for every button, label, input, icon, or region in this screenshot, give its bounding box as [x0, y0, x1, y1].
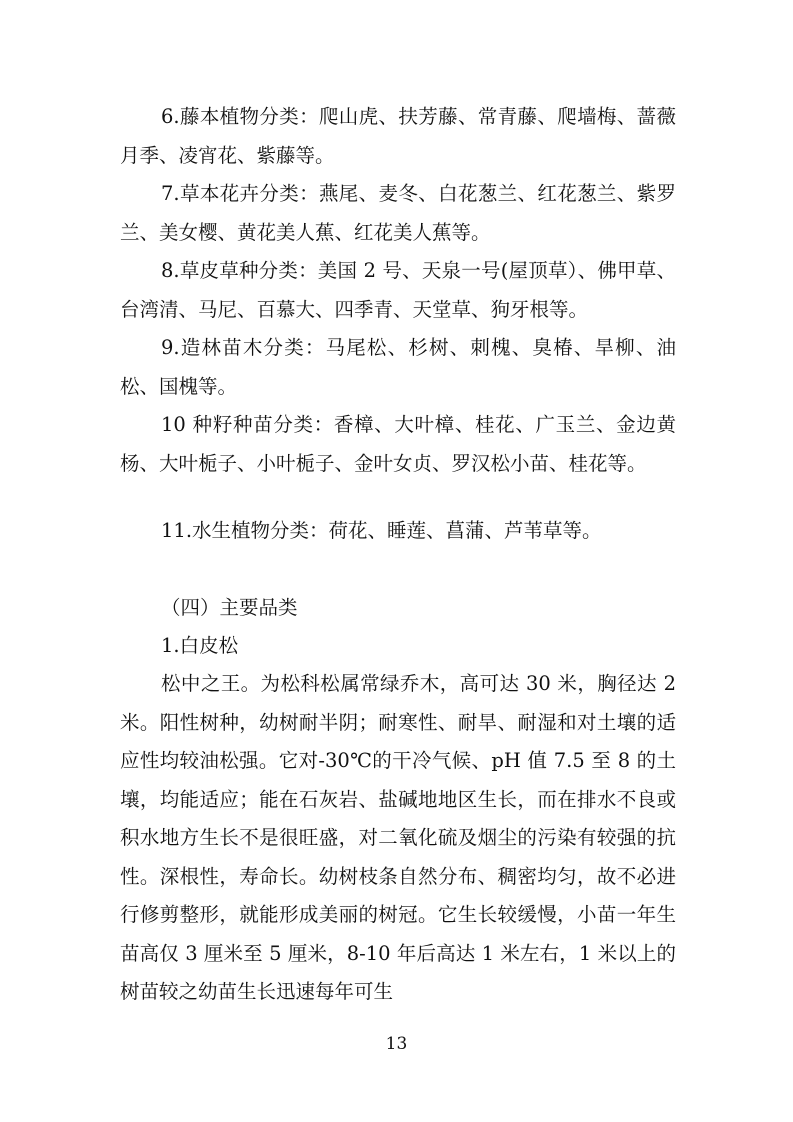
section-subtitle: 1.白皮松 — [161, 634, 239, 657]
paragraph-herbaceous-flowers: 7.草本花卉分类：燕尾、麦冬、白花葱兰、红花葱兰、紫罗兰、美女樱、黄花美人蕉、红花美人蕉等。 — [120, 182, 676, 244]
paragraph-aquatic-plants: 11.水生植物分类：荷花、睡莲、菖蒲、芦苇草等。 — [161, 519, 602, 542]
page-number: 13 — [385, 1034, 408, 1054]
paragraph-afforestation-seedlings: 9.造林苗木分类：马尾松、杉树、刺槐、臭椿、旱柳、油松、国槐等。 — [120, 336, 676, 398]
paragraph-turf-grass: 8.草皮草种分类：美国 2 号、天泉一号(屋顶草）、佛甲草、台湾清、马尼、百慕大、四季青、天堂草、狗牙根等。 — [120, 259, 676, 321]
paragraph-white-pine-description: 松中之王。为松科松属常绿乔木，高可达 30 米，胸径达 2 米。阳性树种，幼树耐半阴；耐寒性、耐旱、耐湿和对土壤的适应性均较油松强。它对-30℃的干冷气候、pH 值 7.5 至 8 的土壤，均能适应；能在石灰岩、盐碱地地区生长，而在排水不良或积水地方生长不是很旺盛，对二氧化硫及烟尘的污染有较强的抗性。深根性，寿命长。幼树枝条自然分布、稠密均匀，故不必进行修剪整形，就能形成美丽的树冠。它生长较缓慢，小苗一年生苗高仅 3 厘米至 5 厘米，8-10 年后高达 1 米左右，1 米以上的树苗较之幼苗生长迅速每年可生 — [120, 672, 676, 1003]
paragraph-seed-seedlings: 10 种籽种苗分类：香樟、大叶樟、桂花、广玉兰、金边黄杨、大叶栀子、小叶栀子、金叶女贞、罗汉松小苗、桂花等。 — [120, 413, 676, 475]
paragraph-vine-plants: 6.藤本植物分类：爬山虎、扶芳藤、常青藤、爬墙梅、蔷薇月季、凌宵花、紫藤等。 — [120, 105, 676, 167]
section-title: （四）主要品类 — [161, 596, 298, 619]
